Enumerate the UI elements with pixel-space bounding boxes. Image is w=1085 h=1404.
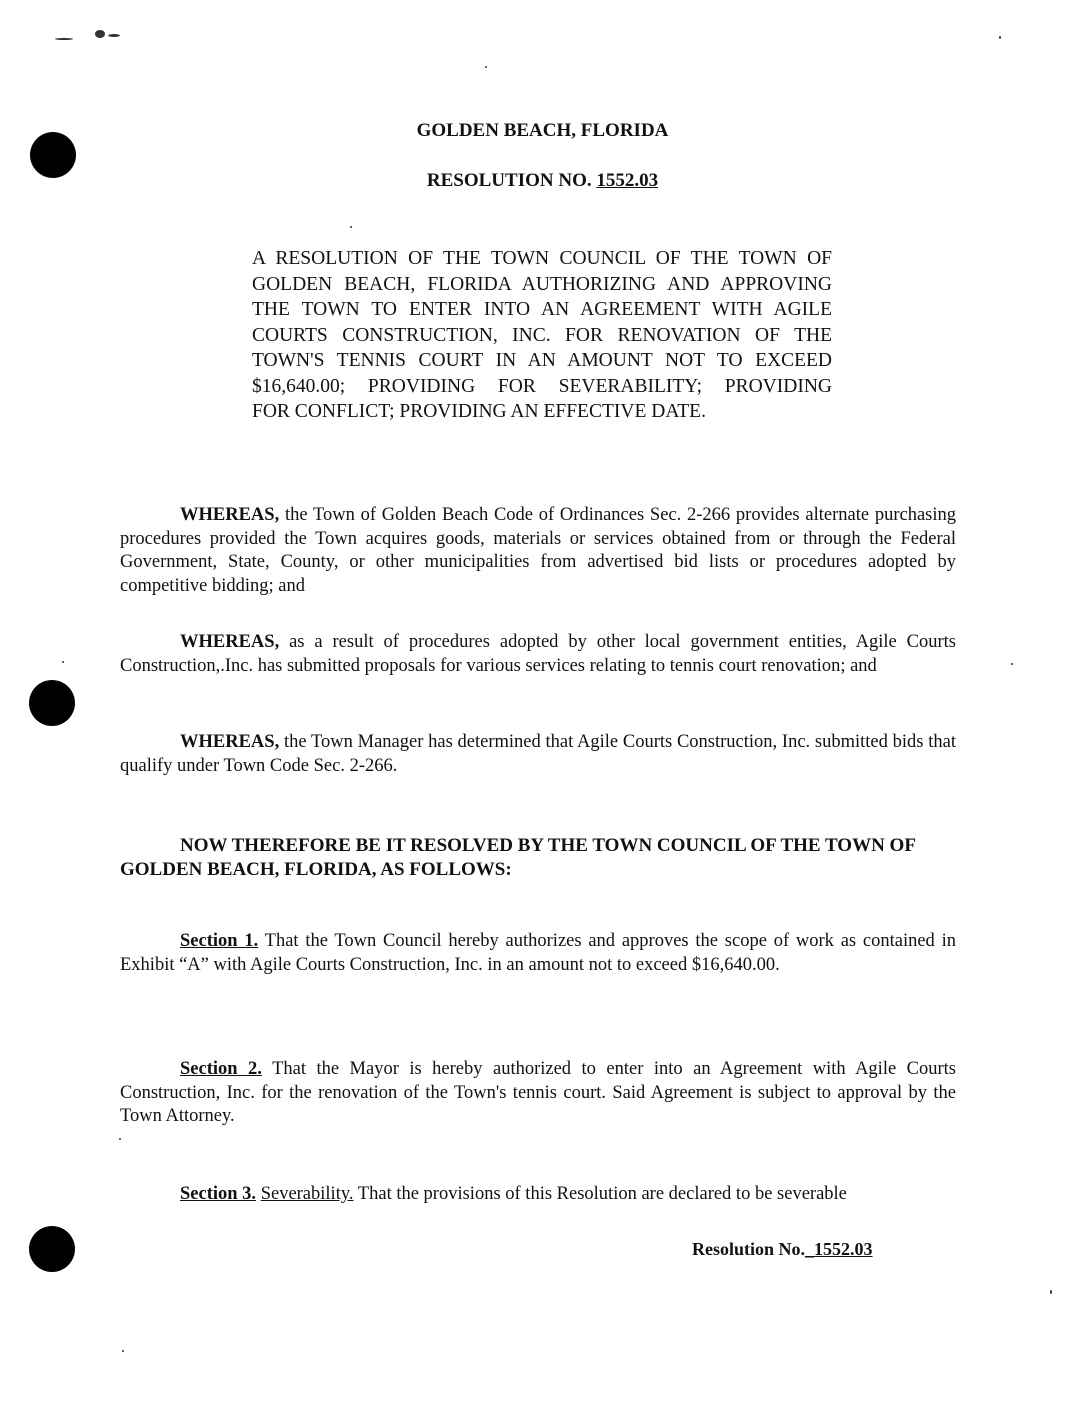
title-line: A RESOLUTION OF THE TOWN COUNCIL OF THE TOWN OF bbox=[252, 248, 832, 269]
section-text: That the provisions of this Resolution are declared to be severable bbox=[353, 1184, 847, 1204]
punch-hole-middle bbox=[29, 680, 75, 726]
scan-speck bbox=[1011, 663, 1013, 665]
resolution-number: 1552.03 bbox=[596, 170, 659, 191]
scan-speck bbox=[119, 1138, 121, 1140]
section-1 bbox=[120, 930, 956, 977]
section-label: Section 2. bbox=[180, 1059, 262, 1079]
section-label: Section 3. bbox=[180, 1184, 257, 1204]
footer-label: Resolution No. bbox=[692, 1239, 806, 1259]
scan-speck bbox=[122, 1350, 124, 1352]
resolved-clause: NOW THEREFORE BE IT RESOLVED BY THE TOWN COUNCIL OF THE TOWN OF GOLDEN BEACH, FLORIDA, AS FOLLOWS: bbox=[120, 835, 916, 880]
title-line: COURTS CONSTRUCTION, INC. FOR RENOVATION OF THE bbox=[252, 324, 832, 346]
resolution-number-heading bbox=[0, 170, 1085, 192]
whereas-label: WHEREAS, bbox=[180, 632, 280, 652]
scan-speck bbox=[350, 226, 352, 228]
whereas-text: the Town of Golden Beach Code of Ordinances Sec. 2-266 provides alternate purchasing procedures provided the Town acquires goods, materials or services obtained from or through the Federal Government, State, County, or other municipalities from advertised bid lists or procedures adopted by competitive bidding; and bbox=[120, 505, 956, 596]
section-heading: Severability. bbox=[260, 1184, 354, 1204]
whereas-label: WHEREAS, bbox=[180, 505, 280, 525]
title-line: $16,640.00; PROVIDING FOR SEVERABILITY; PROVIDING bbox=[252, 375, 832, 397]
whereas-text: the Town Manager has determined that Agile Courts Construction, Inc. submitted bids that qualify under Town Code Sec. 2-266. bbox=[120, 732, 956, 776]
section-2 bbox=[120, 1058, 956, 1129]
section-text: That the Town Council hereby authorizes and approves the scope of work as contained in Exhibit “A” with Agile Courts Construction, Inc. in an amount not to exceed $16,640.00. bbox=[120, 931, 956, 975]
scan-speck bbox=[108, 34, 120, 37]
scan-speck bbox=[55, 38, 73, 40]
whereas-clause-2 bbox=[120, 631, 956, 678]
title-line: THE TOWN TO ENTER INTO AN AGREEMENT WITH AGILE bbox=[252, 299, 832, 320]
whereas-label: WHEREAS, bbox=[180, 732, 280, 752]
title-line: TOWN'S TENNIS COURT IN AN AMOUNT NOT TO EXCEED bbox=[252, 350, 832, 371]
section-text: That the Mayor is hereby authorized to enter into an Agreement with Agile Courts Construction, Inc. for the renovation of the Town's tennis court. Said Agreement is subject to approval by the Town Attorney. bbox=[120, 1059, 956, 1126]
scan-speck bbox=[485, 66, 487, 68]
section-3 bbox=[120, 1183, 956, 1207]
resolution-title bbox=[252, 246, 832, 425]
scan-speck bbox=[1050, 1290, 1052, 1294]
title-line: GOLDEN BEACH, FLORIDA AUTHORIZING AND APPROVING bbox=[252, 273, 832, 295]
municipality-heading: GOLDEN BEACH, FLORIDA bbox=[416, 120, 669, 141]
footer-resolution-number bbox=[692, 1239, 873, 1260]
whereas-clause-1 bbox=[120, 504, 956, 598]
resolution-label: RESOLUTION NO. bbox=[426, 170, 597, 191]
footer-number: _1552.03 bbox=[805, 1239, 873, 1259]
scan-speck bbox=[62, 661, 64, 663]
whereas-clause-3 bbox=[120, 731, 956, 778]
scan-speck bbox=[999, 36, 1001, 39]
punch-hole-bottom bbox=[29, 1226, 75, 1272]
scan-speck bbox=[95, 30, 105, 38]
title-line: FOR CONFLICT; PROVIDING AN EFFECTIVE DATE. bbox=[252, 401, 706, 422]
whereas-text: as a result of procedures adopted by other local government entities, Agile Courts Construction,.Inc. has submitted proposals for various services relating to tennis court renovation; and bbox=[120, 632, 956, 676]
section-label: Section 1. bbox=[180, 931, 259, 951]
